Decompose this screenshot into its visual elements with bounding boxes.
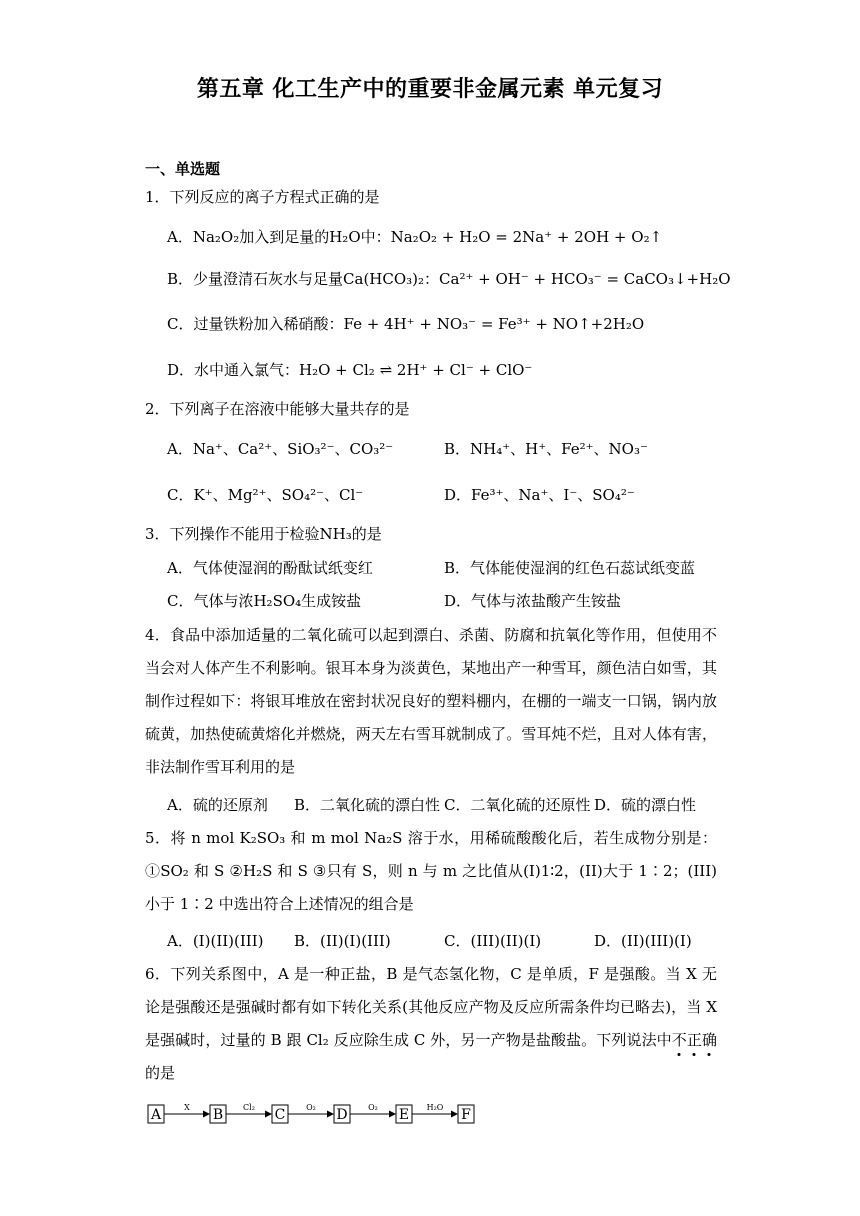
diagram-arrow-label-5: H₂O <box>426 1103 444 1112</box>
diagram-arrow-label-2: Cl₂ <box>243 1103 255 1112</box>
diagram-arrow-label-1: X <box>184 1103 190 1112</box>
question-5-option-c: C．(III)(II)(I) <box>444 932 542 950</box>
question-2-option-d: D．Fe³⁺、Na⁺、I⁻、SO₄²⁻ <box>444 486 635 504</box>
question-2-option-b: B．NH₄⁺、H⁺、Fe²⁺、NO₃⁻ <box>444 440 648 458</box>
question-1-option-b: B．少量澄清石灰水与足量Ca(HCO₃)₂：Ca²⁺ + OH⁻ + HCO₃⁻ = CaCO₃↓+H₂O <box>167 270 731 288</box>
question-1-option-c: C．过量铁粉加入稀硝酸：Fe + 4H⁺ + NO₃⁻ = Fe³⁺ + NO↑+2H₂O <box>167 315 645 333</box>
question-3-option-a: A．气体使湿润的酚酞试纸变红 <box>167 559 373 577</box>
question-1-option-a: A．Na₂O₂加入到足量的H₂O中：Na₂O₂ + H₂O = 2Na⁺ + 2OH + O₂↑ <box>167 228 663 246</box>
emphasis-char-3: 确 <box>702 1031 717 1049</box>
diagram-node-a: A <box>150 1107 162 1123</box>
page-title: 第五章 化工生产中的重要非金属元素 单元复习 <box>196 77 664 102</box>
diagram-node-c: C <box>274 1107 286 1123</box>
section-heading: 一、单选题 <box>145 160 221 178</box>
diagram-node-f: F <box>461 1107 471 1123</box>
question-1-option-d: D．水中通入氯气：H₂O + Cl₂ ⇌ 2H⁺ + Cl⁻ + ClO⁻ <box>167 361 533 379</box>
question-2-stem: 2．下列离子在溶液中能够大量共存的是 <box>145 400 410 418</box>
question-4-stem: 4．食品中添加适量的二氧化硫可以起到漂白、杀菌、防腐和抗氧化等作用，但使用不当会对人体产生不利影响。银耳本身为淡黄色，某地出产一种雪耳，颜色洁白如雪，其制作过程如下：将银耳堆放在密封状况良好的塑料棚内，在棚的一端支一口锅，锅内放硫黄，加热使硫黄熔化并燃烧，两天左右雪耳就制成了。雪耳炖不烂，且对人体有害，非法制作雪耳利用的是 <box>145 626 717 776</box>
question-2-option-c: C．K⁺、Mg²⁺、SO₄²⁻、Cl⁻ <box>167 486 364 504</box>
question-3-option-d: D．气体与浓盐酸产生铵盐 <box>444 592 622 610</box>
question-4-option-c: C．二氧化硫的还原性 <box>444 796 591 814</box>
question-6-stem-main: 6．下列关系图中，A 是一种正盐，B 是气态氢化物，C 是单质，F 是强酸。当 X 无论是强酸还是强碱时都有如下转化关系(其他反应产物及反应所需条件均已略去)，当 X 是强碱时，过量的 B 跟 Cl₂ 反应除生成 C 外，另一产物是盐酸盐。下列说法中 <box>145 965 717 1049</box>
diagram-node-d: D <box>336 1107 348 1123</box>
question-4-option-d: D．硫的漂白性 <box>594 796 697 814</box>
question-2-option-a: A．Na⁺、Ca²⁺、SiO₃²⁻、CO₃²⁻ <box>167 440 394 458</box>
question-5-stem: 5．将 n mol K₂SO₃ 和 m mol Na₂S 溶于水，用稀硫酸酸化后，若生成物分别是：①SO₂ 和 S ②H₂S 和 S ③只有 S，则 n 与 m 之比值从(I)1∶2，(II)大于 1∶2；(III)小于 1∶2 中选出符合上述情况的组合是 <box>145 829 717 913</box>
question-5-option-a: A．(I)(II)(III) <box>167 932 264 950</box>
question-4-option-b: B．二氧化硫的漂白性 <box>294 796 441 814</box>
question-6-stem <box>145 958 717 1090</box>
diagram-arrow-label-4: O₂ <box>368 1103 378 1112</box>
conversion-diagram <box>147 1102 487 1126</box>
emphasis-char-2: 正 <box>687 1031 702 1049</box>
question-6-stem-end: 的是 <box>145 1064 176 1082</box>
diagram-node-e: E <box>398 1107 410 1123</box>
question-1-stem: 1．下列反应的离子方程式正确的是 <box>145 188 380 206</box>
question-5-option-b: B．(II)(I)(III) <box>294 932 391 950</box>
question-5-option-d: D．(II)(III)(I) <box>594 932 692 950</box>
emphasis-char-1: 不 <box>672 1031 687 1049</box>
question-3-option-c: C．气体与浓H₂SO₄生成铵盐 <box>167 592 362 610</box>
question-3-stem: 3．下列操作不能用于检验NH₃的是 <box>145 525 382 543</box>
diagram-node-b: B <box>212 1107 224 1123</box>
diagram-arrow-label-3: O₂ <box>306 1103 316 1112</box>
question-3-option-b: B．气体能使湿润的红色石蕊试纸变蓝 <box>444 559 696 577</box>
question-4-option-a: A．硫的还原剂 <box>167 796 268 814</box>
